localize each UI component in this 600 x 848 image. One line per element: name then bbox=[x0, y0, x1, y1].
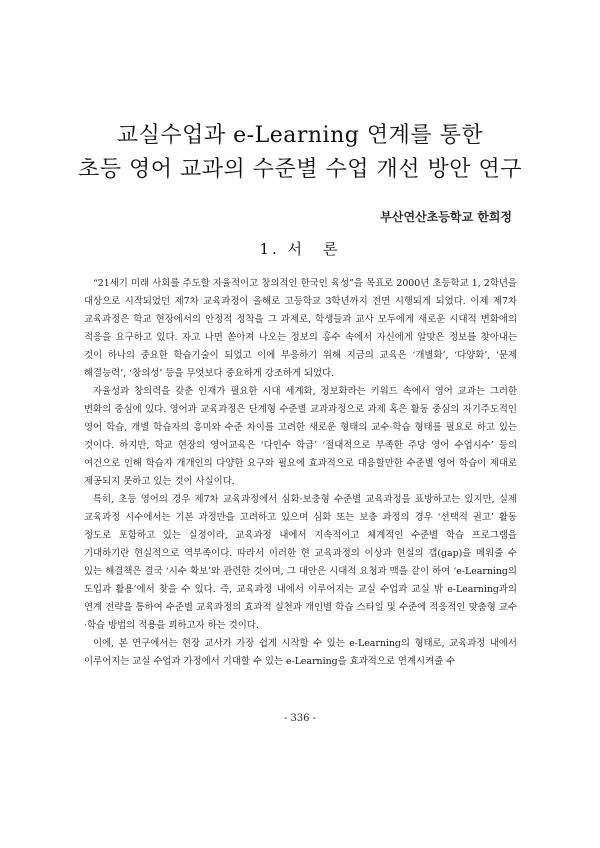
page-number: - 336 - bbox=[283, 713, 317, 724]
paragraph-4: 이에, 본 연구에서는 현장 교사가 가장 쉽게 시작할 수 있는 e-Learning의 형태로, 교육과정 내에서 이루어지는 교실 수업과 가정에서 기대할 수 있는 e-Learning을 효과적으로 연계시켜줄 수 bbox=[84, 638, 517, 667]
body-text bbox=[84, 275, 517, 671]
paragraph-3: 특히, 초등 영어의 경우 제7차 교육과정에서 심화·보충형 수준별 교육과정을 표방하고는 있지만, 실제 교육과정 시수에서는 기본 과정만을 고려하고 있으며 심화 또는 보충 과정의 경우 ‘선택적 권고’ 활동 정도로 포함하고 있는 실정이라, 교육과정 내에서 지속적이고 체계적인 수준별 학습 프로그램을 기대하기란 현실적으로 역부족이다. 따라서 이러한 현 교육과정의 이상과 현실의 갭(gap)을 메워줄 수 있는 해결책은 결국 ‘시수 확보’와 관련한 것이며, 그 대안은 시대적 요청과 맥을 같이 하여 ‘e-Learning의 도입과 활용’에서 찾을 수 있다. 즉, 교육과정 내에서 이루어지는 교실 수업과 교실 밖 e-Learning과의 연계 전략을 통하여 수준별 교육과정의 효과적 실천과 개인별 학습 스타일 및 수준에 적응적인 맞춤형 교수·학습 방법의 적용을 꾀하고자 하는 것이다. bbox=[84, 494, 517, 631]
paper-title-line-2: 초등 영어 교과의 수준별 수업 개선 방안 연구 bbox=[78, 157, 522, 182]
paper-title-line-1: 교실수업과 e-Learning 연계를 통한 bbox=[116, 123, 484, 148]
paragraph-1: “21세기 미래 사회를 주도할 자율적이고 창의적인 한국인 육성”을 목표로 2000년 초등학교 1, 2학년을 대상으로 시작되었던 제7차 교육과정이 올해로 고등학교 3학년까지 전면 시행되게 되었다. 이제 제7차 교육과정은 학교 현장에서의 안정적 정착을 그 과제로, 학생들과 교사 모두에게 새로운 시대적 변화에의 적응을 요구하고 있다. 자고 나면 쏟아져 나오는 정보의 홍수 속에서 자신에게 알맞은 정보를 찾아내는 것이 하나의 중요한 학습기술이 되었고 이에 부응하기 위해 지금의 교육은 ‘개별화’, ‘다양화’, ‘문제 해결능력’, ‘창의성’ 등을 무엇보다 중요하게 강조하게 되었다. bbox=[84, 278, 517, 379]
paragraph-2: 자율성과 창의력을 갖춘 인재가 필요한 시대 세계화, 정보화라는 키워드 속에서 영어 교과는 그러한 변화의 중심에 있다. 영어과 교육과정은 단계형 수준별 교과과정으로 과제 혹은 활동 중심의 자기주도적인 영어 학습, 개별 학습자의 흥미와 수준 차이를 고려한 새로운 형태의 교수·학습 형태를 필요로 하고 있는 것이다. 하지만, 학교 현장의 영어교육은 ‘다인수 학급’ ‘절대적으로 부족한 주당 영어 수업시수’ 등의 여건으로 인해 학습자 개개인의 다양한 요구와 필요에 효과적으로 대응할만한 수준별 영어 학습이 제대로 제공되지 못하고 있는 것이 사실이다. bbox=[84, 386, 517, 487]
author-affiliation: 부산연산초등학교 한희정 bbox=[380, 210, 512, 224]
section-heading: 1. 서 론 bbox=[259, 240, 341, 258]
